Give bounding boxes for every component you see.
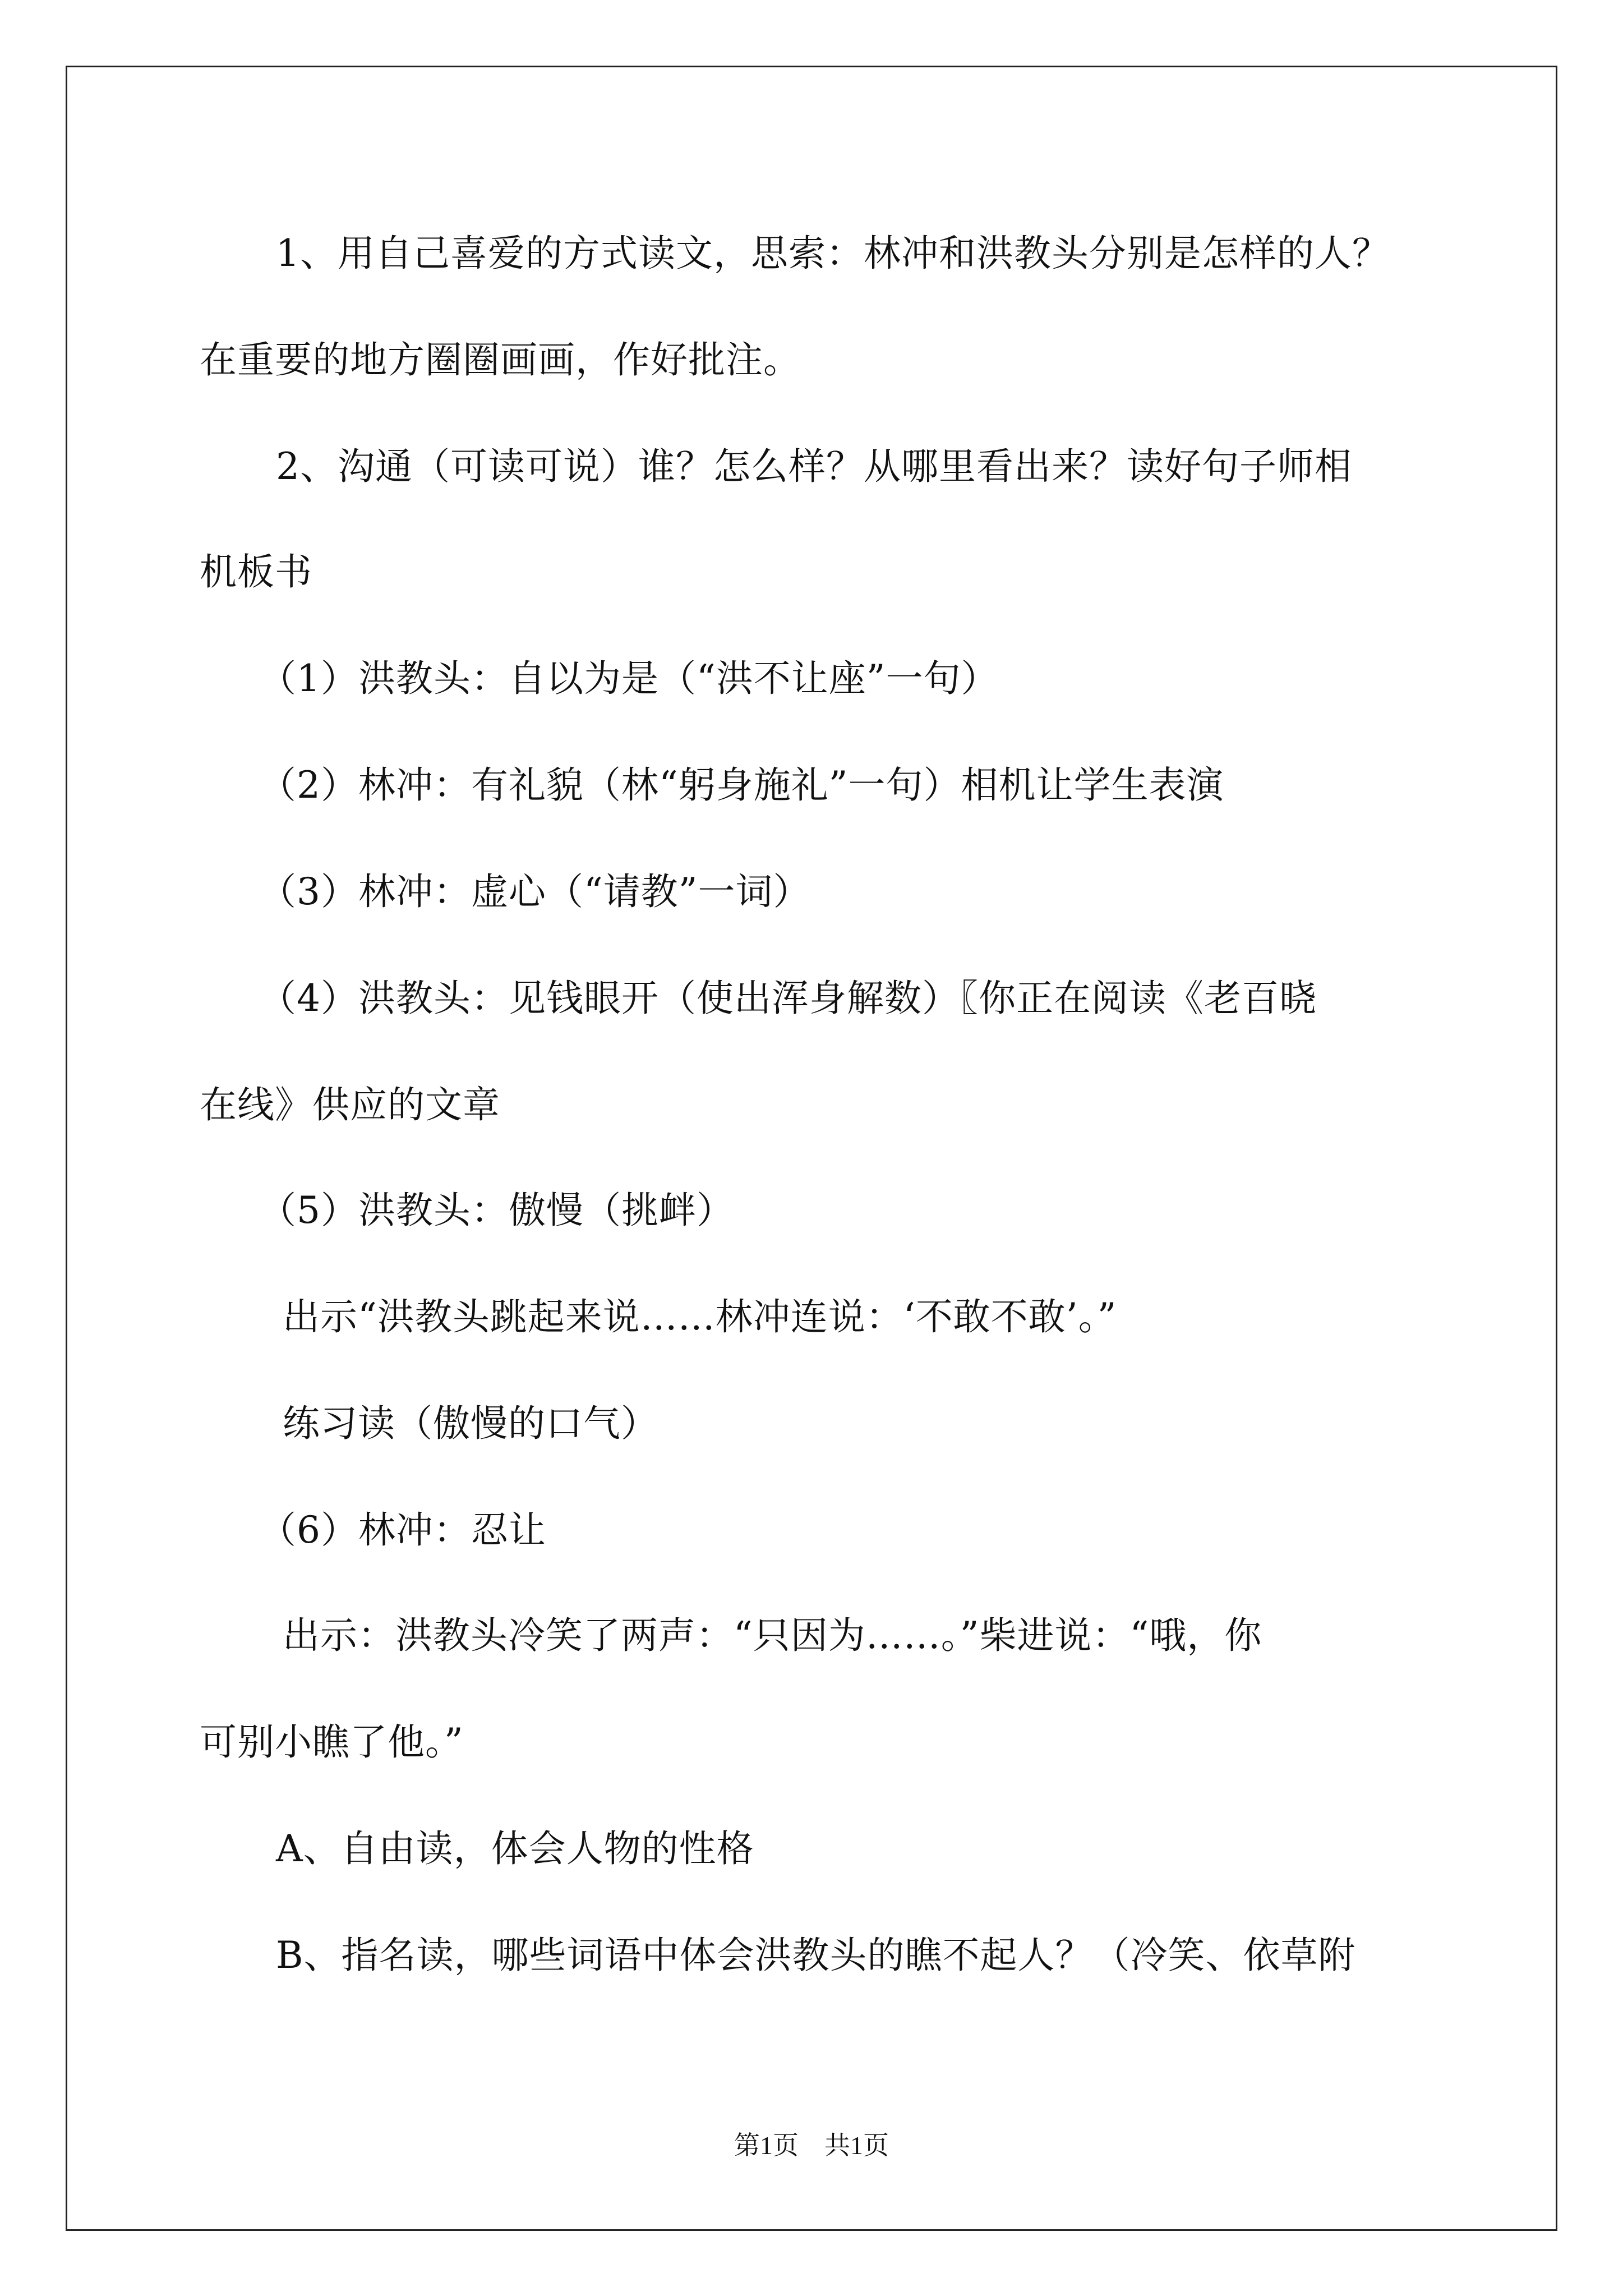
text-line: 在重要的地方圈圈画画，作好批注。 — [200, 338, 801, 381]
page-border — [66, 66, 1557, 2231]
text-line: 可别小瞧了他。” — [200, 1720, 464, 1764]
text-line: （4）洪教头：见钱眼开（使出浑身解数）〖你正在阅读《老百晓 — [259, 977, 1317, 1020]
text-line: 在线》供应的文章 — [200, 1083, 500, 1126]
text-line: （1）洪教头：自以为是（“洪不让座”一句） — [259, 657, 999, 700]
text-line: A、自由读，体会人物的性格 — [276, 1827, 754, 1870]
text-line: （5）洪教头：傲慢（挑衅） — [259, 1189, 734, 1232]
text-line: 练习读（傲慢的口气） — [283, 1402, 658, 1445]
text-line: （6）林冲：忍让 — [259, 1508, 546, 1552]
text-line: 出示“洪教头跳起来说……林冲连说：‘不敢不敢’。” — [283, 1295, 1117, 1338]
text-line: 2、沟通（可读可说）谁？怎么样？从哪里看出来？读好句子师相 — [276, 445, 1352, 488]
text-line: 出示：洪教头冷笑了两声：“只因为……。”柴进说：“哦，你 — [283, 1614, 1262, 1657]
text-line: 1、用自己喜爱的方式读文，思索：林冲和洪教头分别是怎样的人？ — [276, 232, 1390, 275]
text-line: 机板书 — [200, 550, 312, 593]
page-footer: 第1页 共1页 — [734, 2131, 889, 2160]
text-line: （2）林冲：有礼貌（林“躬身施礼”一句）相机让学生表演 — [259, 763, 1224, 807]
text-line: B、指名读，哪些词语中体会洪教头的瞧不起人？（冷笑、依草附 — [276, 1934, 1356, 1977]
text-line: （3）林冲：虚心（“请教”一词） — [259, 870, 811, 913]
